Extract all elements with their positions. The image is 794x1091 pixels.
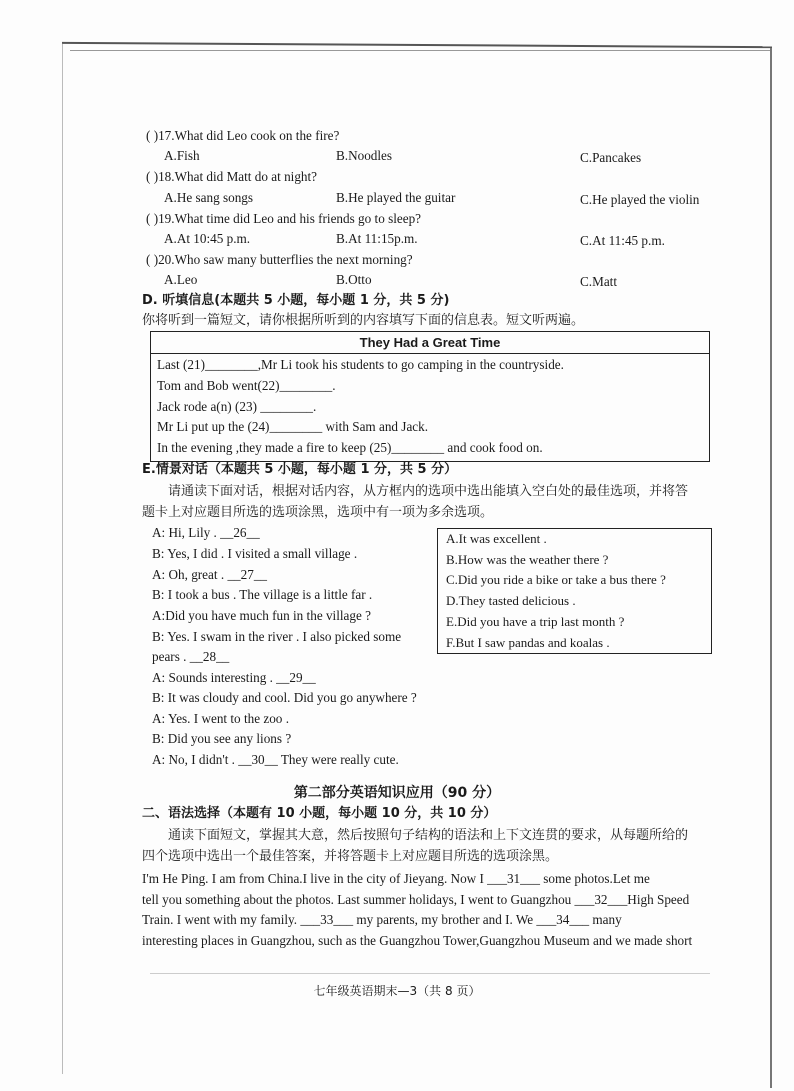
- question-17: ( )17.What did Leo cook on the fire?: [146, 128, 340, 143]
- part-2-heading: 第二部分英语知识应用（90 分）: [293, 785, 501, 801]
- option-19-b: B.At 11:15p.m.: [336, 231, 418, 246]
- option-18-a: A.He sang songs: [164, 190, 254, 205]
- option-20-a: A.Leo: [164, 272, 198, 287]
- question-19: ( )19.What time did Leo and his friends go to sleep?: [146, 211, 422, 226]
- dialogue-line: B: It was cloudy and cool. Did you go anywhere ?: [152, 690, 417, 705]
- dialogue-line: pears . __28__: [152, 649, 230, 664]
- paper-edge: [70, 50, 770, 51]
- option-17-c: C.Pancakes: [580, 150, 642, 165]
- info-row-23: Jack rode a(n) (23) ________.: [157, 399, 317, 414]
- option-d: D.They tasted delicious .: [446, 593, 576, 608]
- dialogue-line: B: Did you see any lions ?: [152, 731, 292, 746]
- options-box: [437, 528, 712, 654]
- info-row-22: Tom and Bob went(22)________.: [157, 378, 336, 393]
- option-19-a: A.At 10:45 p.m.: [164, 231, 251, 246]
- option-20-c: C.Matt: [580, 274, 617, 289]
- footer-divider: [150, 973, 710, 974]
- grammar-section-title: 二、语法选择（本题有 10 小题，每小题 10 分，共 10 分）: [142, 806, 497, 821]
- section-e-instruction-2: 题卡上对应题目所选的选项涂黑，选项中有一项为多余选项。: [142, 505, 494, 520]
- paper-edge: [62, 44, 63, 1074]
- dialogue-line: B: Yes. I swam in the river . I also picked some: [152, 629, 402, 644]
- option-19-c: C.At 11:45 p.m.: [580, 233, 665, 248]
- question-20: ( )20.Who saw many butterflies the next morning?: [146, 252, 413, 267]
- section-d-instruction: 你将听到一篇短文，请你根据所听到的内容填写下面的信息表。短文听两遍。: [142, 313, 585, 328]
- option-18-c: C.He played the violin: [580, 192, 700, 207]
- question-18: ( )18.What did Matt do at night?: [146, 169, 318, 184]
- dialogue-line: A:Did you have much fun in the village ?: [152, 608, 372, 623]
- info-row-25: In the evening ,they made a fire to keep (25)________ and cook food on.: [157, 440, 543, 455]
- section-e-instruction-1: 请通读下面对话，根据对话内容，从方框内的选项中选出能填入空白处的最佳选项，并将答: [168, 484, 689, 499]
- option-17-a: A.Fish: [164, 148, 200, 163]
- option-c: C.Did you ride a bike or take a bus there ?: [446, 572, 666, 587]
- grammar-instruction-1: 通读下面短文，掌握其大意，然后按照句子结构的语法和上下文连贯的要求，从每题所给的: [168, 828, 689, 843]
- option-e: E.Did you have a trip last month ?: [446, 614, 625, 629]
- paper-edge: [770, 48, 772, 1088]
- section-d-title: D. 听填信息(本题共 5 小题，每小题 1 分，共 5 分): [142, 293, 450, 308]
- dialogue-line: B: I took a bus . The village is a little far .: [152, 587, 373, 602]
- option-b: B.How was the weather there ?: [446, 552, 609, 567]
- dialogue-line: A: Yes. I went to the zoo .: [152, 711, 289, 726]
- paper-edge: [62, 42, 772, 48]
- option-18-b: B.He played the guitar: [336, 190, 456, 205]
- passage-line: I'm He Ping. I am from China.I live in the city of Jieyang. Now I ___31___ some photos.Let me: [142, 871, 650, 886]
- info-table-title: They Had a Great Time: [151, 332, 709, 354]
- info-row-24: Mr Li put up the (24)________ with Sam and Jack.: [157, 419, 429, 434]
- dialogue-line: A: Oh, great . __27__: [152, 567, 268, 582]
- passage-line: interesting places in Guangzhou, such as the Guangzhou Tower,Guangzhou Museum and we made short: [142, 933, 693, 948]
- dialogue-line: B: Yes, I did . I visited a small village .: [152, 546, 358, 561]
- section-e-title: E.情景对话（本题共 5 小题，每小题 1 分，共 5 分）: [142, 462, 458, 477]
- passage-line: tell you something about the photos. Last summer holidays, I went to Guangzhou ___32___High Speed: [142, 892, 690, 907]
- option-17-b: B.Noodles: [336, 148, 393, 163]
- passage-line: Train. I went with my family. ___33___ my parents, my brother and I. We ___34___ many: [142, 912, 622, 927]
- dialogue-line: A: Sounds interesting . __29__: [152, 670, 316, 685]
- option-20-b: B.Otto: [336, 272, 372, 287]
- grammar-instruction-2: 四个选项中选出一个最佳答案，并将答题卡上对应题目所选的选项涂黑。: [142, 849, 559, 864]
- info-row-21: Last (21)________,Mr Li took his students to go camping in the countryside.: [157, 357, 564, 372]
- dialogue-line: A: No, I didn't . __30__ They were really cute.: [152, 752, 399, 767]
- page-footer: 七年级英语期末—3（共 8 页）: [313, 984, 481, 998]
- option-f: F.But I saw pandas and koalas .: [446, 635, 610, 650]
- option-a: A.It was excellent .: [446, 531, 547, 546]
- dialogue-line: A: Hi, Lily . __26__: [152, 525, 260, 540]
